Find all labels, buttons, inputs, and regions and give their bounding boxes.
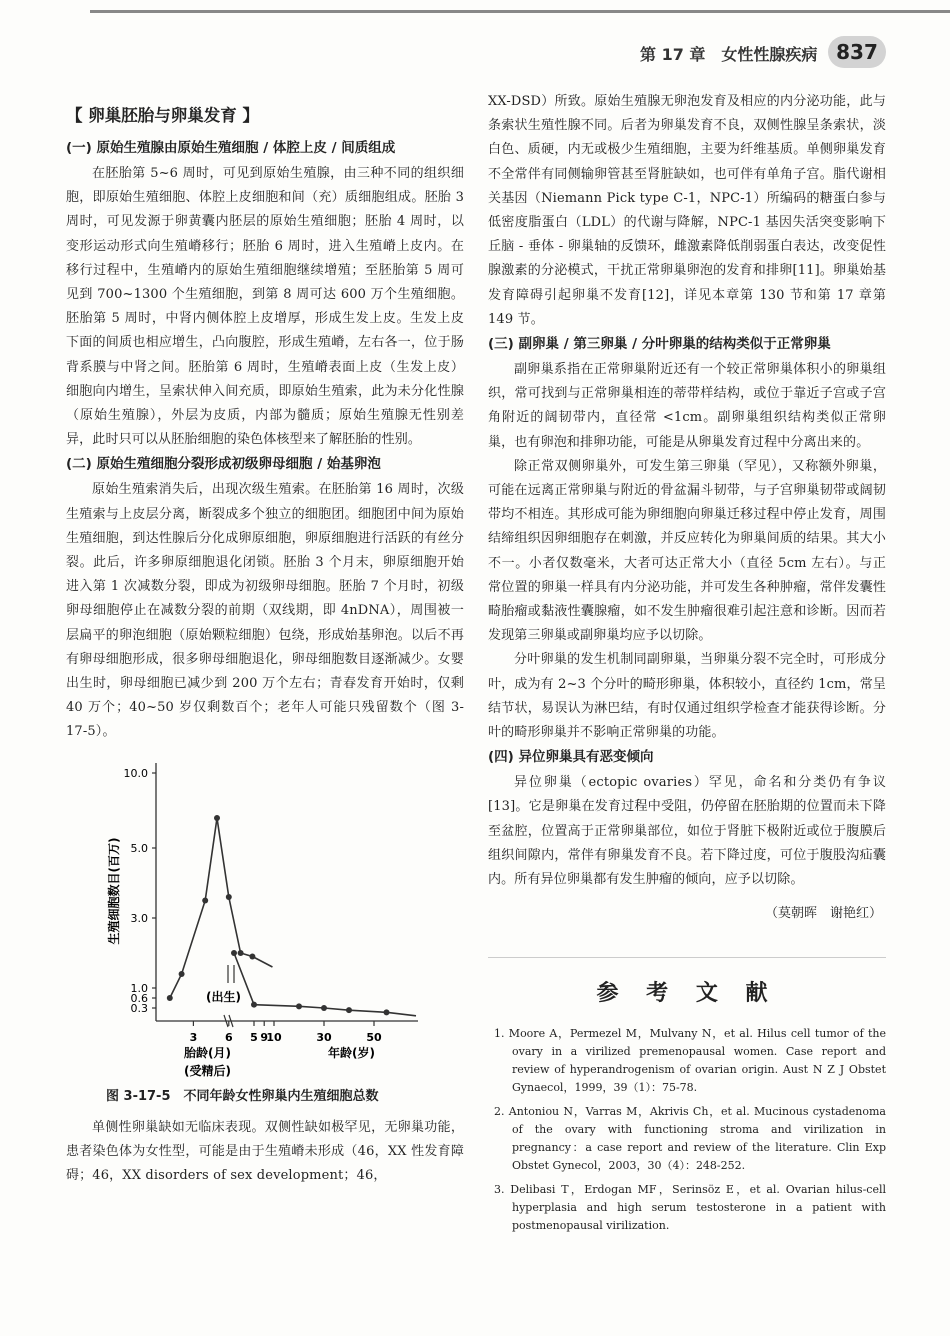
fetal-data-point: [214, 815, 220, 821]
y-tick-label: 1.0: [130, 981, 148, 995]
reference-item: 2. Antoniou N，Varras M，Akrivis Ch，et al. Mucinous cystadenoma of the ovary with functioning stroma and virilization in pregnancy：a case report and review of the literature. Clin Exp Obstet Gynecol，2003，30（4）：248-252.: [494, 1105, 886, 1173]
birth-annotation: (出生): [206, 989, 241, 1004]
header-rule: [90, 10, 950, 13]
running-head: 第 17 章 女性性腺疾病: [640, 45, 818, 64]
chart-series: [167, 815, 416, 1016]
subsection-3-paragraph-3: 分叶卵巢的发生机制同副卵巢，当卵巢分裂不完全时，可形成分叶，成为有 2~3 个分叶的畸形卵巢，体积较小，直径约 1cm，常呈结节状，易误认为淋巴结，有时仅通过组织学检查才能获得诊断。分叶的畸形卵巢并不影响正常卵巢的功能。: [488, 652, 886, 741]
subsection-3-title: (三) 副卵巢 / 第三卵巢 / 分叶卵巢的结构类似于正常卵巢: [488, 336, 831, 353]
chart-axes: [156, 763, 418, 1027]
x-label-fetal-sub: (受精后): [184, 1063, 231, 1078]
y-tick-label: 3.0: [130, 911, 148, 925]
x-tick-label: 10: [266, 1030, 282, 1044]
subsection-4-title: (四) 异位卵巢具有恶变倾向: [488, 749, 654, 766]
x-ticks: [190, 1021, 382, 1044]
age-data-point: [231, 950, 237, 956]
figure-germ-cell-chart: [66, 753, 464, 1081]
right-column: [488, 90, 886, 1241]
fetal-data-point: [226, 894, 232, 900]
authors: （莫朝晖 谢艳红）: [764, 906, 882, 922]
y-tick-label: 5.0: [130, 841, 148, 855]
subsection-2-paragraph: 原始生殖索消失后，出现次级生殖索。在胚胎第 16 周时，次级生殖索与上皮层分离，断裂成多个独立的细胞团。细胞团中间为原始生殖细胞，到达性腺后分化成卵原细胞，卵原细胞进行活跃的有丝分裂。此后，许多卵原细胞退化闭锁。胚胎 3 个月末，卵原细胞开始进入第 1 次减数分裂，即成为初级卵母细胞。胚胎 7 个月时，初级卵母细胞停止在减数分裂的前期（双线期，即 4nDNA），周围被一层扁平的卵泡细胞（原始颗粒细胞）包绕，形成始基卵泡。以后不再有卵母细胞形成，很多卵母细胞退化，卵母细胞数目逐渐减少。女婴出生时，卵母细胞已减少到 200 万个左右；青春发育开始时，仅剩 40 万个；40~50 岁仅剩数百个；老年人可能只残留数个（图 3-17-5）。: [66, 482, 464, 740]
y-tick-label: 10.0: [123, 766, 148, 780]
x-label-age: 年龄(岁): [328, 1045, 375, 1060]
x-tick-label: 6: [224, 1030, 233, 1044]
x-tick-label: 3: [189, 1030, 198, 1044]
subsection-2-title: (二) 原始生殖细胞分裂形成初级卵母细胞 / 始基卵泡: [66, 456, 381, 473]
subsection-1-paragraph: 在胚胎第 5~6 周时，可见到原始生殖腺，由三种不同的组织细胞，即原始生殖细胞、体腔上皮细胞和间（充）质细胞组成。胚胎 3 周时，可见发源于卵黄囊内胚层的原始生殖细胞；胚胎 4 周时，以变形运动形式向生殖嵴移行；胚胎 6 周时，进入生殖嵴上皮内。在移行过程中，生殖嵴内的原始生殖细胞继续增殖；至胚胎第 5 周可见到 700~1300 个生殖细胞，到第 8 周可达 600 万个生殖细胞。胚胎第 5 周时，中肾内侧体腔上皮增厚，形成生发上皮。生发上皮下面的间质也相应增生，凸向腹腔，形成生殖嵴，左右各一，位于肠背系膜与中肾之间。胚胎第 6 周时，生殖嵴表面上皮（生发上皮）细胞向内增生，呈索状伸入间充质，即原始生殖索，此为未分化性腺（原始生殖腺），外层为皮质，内部为髓质；原始生殖腺无性别差异，此时只可以从胚胎细胞的染色体核型来了解胚胎的性别。: [66, 166, 464, 448]
y-axis-label: 生殖细胞数目(百万): [107, 837, 121, 945]
fetal-series-line: [170, 818, 273, 998]
age-data-point: [251, 1001, 257, 1007]
fetal-data-point: [249, 953, 255, 959]
reference-divider: [488, 957, 886, 958]
left-column: [66, 96, 464, 1188]
reference-item: 1. Moore A，Permezel M，Mulvany N，et al. Hilus cell tumor of the ovary in a virilized premenopausal women. Case report and review of hyperandrogenism of ovarian origin. Aust N Z J Obstet Gynaecol，1999，39（1）：75-78.: [494, 1027, 886, 1095]
fetal-data-point: [238, 950, 244, 956]
continued-paragraph: XX-DSD）所致。原始生殖腺无卵泡发育及相应的内分泌功能，此与条索状生殖性腺不同。后者为卵巢发育不良，双侧性腺呈条索状，淡白色、质硬，内无或极少生殖细胞，主要为纤维基质。单侧卵巢发育不全常伴有同侧输卵管甚至肾脏缺如，也可伴有单角子宫。脂代谢相关基因（Niemann Pick type C-1，NPC-1）所编码的糖蛋白参与低密度脂蛋白（LDL）的代谢与降解，NPC-1 基因失活突变影响下丘脑 - 垂体 - 卵巢轴的反馈环，雌激素降低削弱蛋白表达，改变促性腺激素的分泌模式，干扰正常卵巢卵泡的发育和排卵[11]。卵巢始基发育障碍引起卵巢不发育[12]，详见本章第 130 节和第 17 章第 149 节。: [488, 94, 886, 327]
section-title: 【 卵巢胚胎与卵巢发育 】: [66, 106, 259, 125]
fetal-data-point: [202, 897, 208, 903]
fetal-data-point: [167, 995, 173, 1001]
page-number-badge: 837: [828, 36, 886, 68]
subsection-3-paragraph-1: 副卵巢系指在正常卵巢附近还有一个较正常卵巢体积小的卵巢组织，常可找到与正常卵巢相连的蒂带样结构，或位于靠近子宫或子宫角附近的阔韧带内，直径常 <1cm。副卵巢组织结构类似正常卵巢，也有卵泡和排卵功能，可能是从卵巢发育过程中分离出来的。: [488, 362, 886, 450]
subsection-1-title: (一) 原始生殖腺由原始生殖细胞 / 体腔上皮 / 间质组成: [66, 140, 396, 156]
bottom-paragraph: 单侧性卵巢缺如无临床表现。双侧性缺如极罕见，无卵巢功能，患者染色体为女性型，可能是由于生殖嵴未形成（46，XX 性发育障碍；46，XX disorders of sex development；46，: [66, 1119, 464, 1184]
x-tick-label: 5: [250, 1030, 258, 1044]
y-tick-label: 0.3: [130, 1001, 148, 1015]
subsection-3-paragraph-2: 除正常双侧卵巢外，可发生第三卵巢（罕见），又称额外卵巢，可能在远离正常卵巢与附近的骨盆漏斗韧带，与子宫卵巢韧带或阔韧带均不相连。其形成可能为卵细胞向卵巢迁移过程中停止发育，周围结缔组织因卵细胞存在刺激，并反应转化为卵巢间质的结果。其大小不一。小者仅数毫米，大者可达正常大小（直径 5cm 左右）。与正常位置的卵巢一样具有内分泌功能，并可发生各种肿瘤，常伴发囊性畸胎瘤或黏液性囊腺瘤，如不发生肿瘤很难引起注意和诊断。因而若发现第三卵巢或副卵巢均应予以切除。: [488, 458, 886, 644]
x-tick-label: 9: [260, 1030, 269, 1044]
x-tick-label: 50: [366, 1030, 382, 1044]
y-ticks: [124, 767, 157, 1015]
age-data-point: [384, 1009, 390, 1015]
age-data-point: [321, 1005, 327, 1011]
x-label-fetal: 胎龄(月): [184, 1045, 231, 1060]
x-tick-label: 30: [316, 1030, 332, 1044]
figure-caption: 图 3-17-5 不同年龄女性卵巢内生殖细胞总数: [106, 1088, 379, 1104]
references-title: 参 考 文 献: [596, 980, 778, 1007]
reference-item: 3. Delibasi T，Erdogan MF，Serinsöz E，et al. Ovarian hilus-cell hyperplasia and high serum testosterone in a patient with postmenopausal virilization.: [494, 1183, 886, 1233]
subsection-4-paragraph: 异位卵巢（ectopic ovaries）罕见，命名和分类仍有争议[13]。它是卵巢在发育过程中受阻，仍停留在胚胎期的位置而未下降至盆腔，位置高于正常卵巢部位，如位于肾脏下极附近或位于腹膜后组织间隙内，常伴有卵巢发育不良。若下降过度，可位于腹股沟疝囊内。所有异位卵巢都有发生肿瘤的倾向，应予以切除。: [488, 775, 886, 888]
chart-svg: [66, 753, 464, 1081]
y-tick-label: 0.6: [130, 991, 148, 1005]
fetal-data-point: [179, 971, 185, 977]
age-data-point: [346, 1007, 352, 1013]
age-data-point: [296, 1003, 302, 1009]
